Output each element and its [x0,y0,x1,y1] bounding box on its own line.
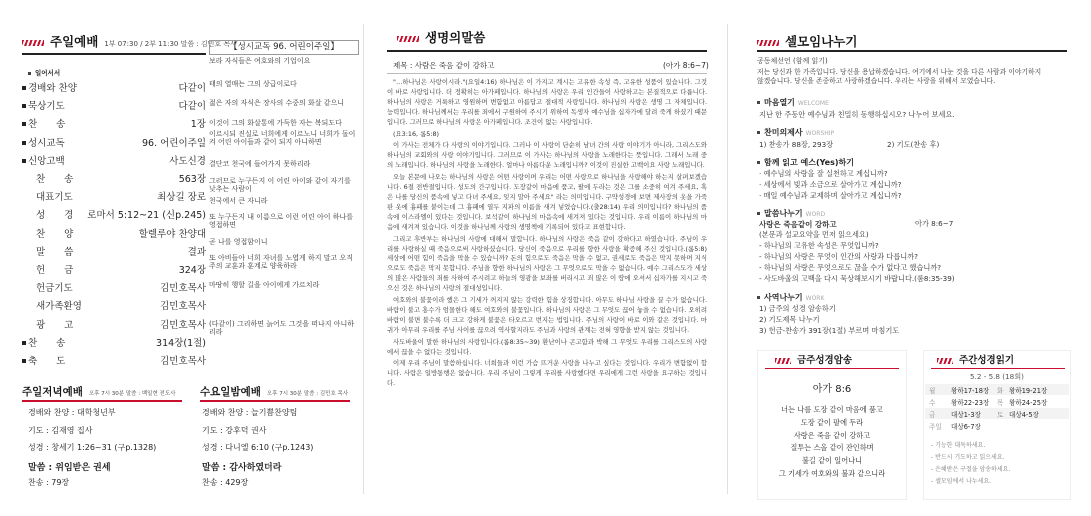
reading-line: 곧 나를 영접함이니 [209,238,268,246]
section-word: 말씀나누기 WORD [757,208,825,219]
reading-line: 젊은 자의 자식은 장사의 수중의 화살 같으니 [209,99,345,107]
order-label: 광 고 [36,319,74,331]
wednesday-detail: 말씀 : 감사하였더라 [202,462,282,473]
reading-day [929,421,981,431]
reading-day [929,385,989,395]
reading-note: - 반드시 기도하고 읽으세요. [931,454,1005,461]
order-row [36,298,206,312]
wednesday-detail: 성경 : 다니엘 6:10 (구p.1243) [202,443,314,452]
reading-day-label: 금 [929,411,936,419]
evening-detail: 말씀 : 위임받은 권세 [28,462,111,473]
order-label: 묵상기도 [28,101,65,113]
section-work: 사역나누기 WORK [757,292,824,303]
evening-service-header: 주일저녁예배 오후 7시 30분 말씀 : 백일현 전도사 [22,386,176,398]
order-label: 축 도 [28,356,66,367]
word-item: - 사도바울의 고백을 다시 묵상해보시기 바랍니다.(롬8:35-39) [759,274,955,283]
order-row [36,317,206,331]
reading-line: 그러므로 누구든지 이 어린 아이와 같이 자기를 낮추는 사람이 [209,177,351,193]
reading-note: - 기능한 대독하세요. [931,442,986,449]
header-stripe-icon [397,36,419,42]
cell-group-rule [757,50,1067,52]
order-value: 사도신경 [169,155,206,167]
reading-day-label: 월 [929,387,936,395]
order-row [28,353,206,367]
reading-note: - 셀모임에서 나누세요. [931,478,992,485]
order-row [36,207,206,221]
order-row [36,280,206,294]
worship-item: 2) 기도(찬송 후) [887,140,940,149]
weekly-reading-rule [931,368,1065,369]
weekly-reading-header: 주간성경읽기 [937,352,1014,366]
order-row [28,153,206,167]
community-declaration-title: 공동체선언 (함께 읽기) [757,57,828,65]
read-item: · 세상에서 빛과 소금으로 살아가고 계십니까? [759,180,902,189]
order-row [28,98,206,112]
sermon-title-rule [387,73,707,74]
reading-day-passage: 대상4-5장 [1009,411,1039,419]
wednesday-rule [200,400,350,402]
order-label: 성 경 [36,210,74,222]
reading-day [929,409,981,419]
header-rule [22,53,206,55]
welcome-item: 지난 한 주동안 예수님과 친밀히 동행하십시오? 나누어 보세요. [759,110,955,119]
sunday-service-header: 주일예배 1부 07:30 / 2부 11:30 말씀 : 김민호 목사 [22,32,237,50]
order-value: 김민호목사 [160,301,206,313]
memory-verse-line: 너는 나를 도장 같이 마음에 품고 [781,405,883,414]
reading-day-passage: 대상6-7장 [951,423,981,431]
evening-detail: 경배와 찬양 : 대학청년부 [28,408,116,417]
reading-line: 보라 자식들은 여호와의 기업이요 [209,57,311,65]
reading-day-label: 토 [997,411,1004,419]
work-item: 3) 헌금-찬송가 391장(1절) 부르며 마침기도 [759,326,900,335]
memory-verse-line: 불길 같이 일어나니 [801,456,863,466]
sermon-paragraph: 오늘 본문에 나오는 하나님의 사랑은 어떤 사랑이며 우리는 어떤 사랑으로 하나님을 사랑해야 하는지 살펴보겠습니다. 6절 전반절입니다. 성도의 간구입니다. 도장같이 마음에 품고, 팔에 두라는 것은 그를 소중히 여겨 주세요, 혹은 나를 당신의 품속에 넣고 다녀 주세요, 잊지 말아 주세요" 라는 의미입니다. 구약성경에 보면 제사장의 옷을 가죽판 옷에 흉패를 붙이는데 그 흉패에 열두 지파의 이름을 새겨 넣었습니다.(출28:14) 우리 의미입니다? 하나님의 품속에 이스라엘이 있다는 것입니다. 보석같이 하나님의 마음속에 새겨져 있다는 것입니다. 우리 이름이 하나님의 마음에 새겨져 있습니다. 이것을 하나님께 사랑의 생명책에 기록되어 있다고 표현합니다. [387,173,707,231]
memory-verse-line: 그 기세가 여호와의 불과 같으니라 [778,469,886,478]
order-value: 할렐루야 찬양대 [138,228,206,240]
order-value: 결과 [187,246,206,258]
memory-verse-line: 사랑은 죽음 같이 강하고 [793,430,871,440]
reading-day-passage: 왕하19-21장 [1009,387,1048,395]
reading-day-label: 화 [997,387,1004,395]
sermon-rule [387,50,707,52]
order-value: 96. 어린이주일 [141,137,206,149]
memory-verse-reference: 아가 8:6 [812,384,852,395]
memory-verse-header: 금주성경암송 [775,352,852,366]
order-row [28,116,206,130]
evening-detail: 성경 : 창세기 1:26~31 (구p.1328) [28,443,157,452]
reading-day [997,409,1039,419]
reading-line: (다같이) 그리하면 늙어도 그것을 떠나지 아니하리라 [209,320,355,336]
order-row [36,226,206,240]
sermon-header: 생명의말씀 [397,28,485,46]
memory-verse-line: 도장 같이 팔에 두라 [800,417,864,427]
order-label: 찬 송 [36,174,74,185]
order-label: 헌 금 [36,265,74,276]
reading-line: 마땅히 행할 길을 아이에게 가르치라 [209,281,320,289]
order-bullet-icon [22,104,26,108]
evening-detail: 찬송 : 79장 [28,478,70,487]
order-value: 로마서 5:12~21 (신p.245) [87,210,206,222]
order-row [28,135,206,149]
read-item: · 예수님의 사랑을 잘 실천하고 계십니까? [759,169,888,178]
reading-day-passage: 왕하17-18장 [951,387,990,395]
reading-line: 또 누구든지 내 이름으로 이런 어린 아이 하나를 영접하면 [209,213,354,229]
sermon-title: 제목 : 사람은 죽음 같이 강하고 [393,61,495,70]
order-bullet-icon [22,141,26,145]
evening-detail: 기도 : 김재영 집사 [28,425,93,435]
section-read-yes: 함께 읽고 예스(Yes)하기 [757,157,854,168]
order-bullet-icon [22,122,26,126]
sermon-reference: (아가 8:6~7) [663,61,709,70]
responsive-reading-label: 【성시교독 96. 어린이주일】 [209,40,359,55]
order-value: 다같이 [178,101,206,113]
sermon-body [387,78,707,391]
worship-column [0,0,363,516]
standing-label: 일어서서 [28,68,60,77]
sermon-paragraph: 이제 우리 주님이 말씀하십니다. 너희들과 이런 가슴 뜨거운 사랑을 나누고 싶다는 것입니다. 우리가 변함없이 합니다. 사람은 일방통행은 없습니다. 우리 주님이 그렇게 우리를 사랑했다면 우리에게 그런 사랑을 요구하는 것입니다. [387,359,707,388]
order-row [36,171,206,185]
reading-line: 결단코 천국에 들어가지 못하리라 [209,160,311,168]
cell-group-column [727,0,1091,516]
wednesday-detail: 기도 : 강후덕 권사 [202,425,267,435]
order-value: 314장(1절) [156,337,206,349]
sermon-paragraph: 여호와의 불꽃이라 했은 그 기세가 꺼지지 않는 강력한 힘을 상징합니다. 아무도 하나님 사랑을 끌 수가 없습니다. 바람이 불고 홍수가 엄몰한다 해도 여호와의 불꽃입니다. 하나님의 사랑은 그 무엇도 끊어 놓을 수 없습니다. 오히려 바람이 불면 불수록 더 크고 강하게 불꽃은 타오르고 번지는 법입니다. 주님의 사랑이 바로 이와 같은 것입니다. 마귀가 아무리 우리를 주님 사이를 끊으려 역사할지라도 주님과 사랑의 관계는 전혀 영향을 받지 않는 것입니다. [387,296,707,334]
wednesday-service-header: 수요일밤예배 오후 7시 30분 말씀 : 김민호 목사 [200,386,349,398]
order-value: 1장 [190,119,206,131]
order-label: 성시교독 [28,137,65,149]
order-label: 헌금기도 [36,283,73,295]
order-bullet-icon [22,86,26,90]
order-label: 새가족환영 [36,301,82,313]
order-value: 563장 [178,174,206,185]
wednesday-detail: 찬송 : 429장 [202,478,249,487]
word-subtitle: 사랑은 죽음같이 강하고 [759,220,837,229]
reading-day [997,397,1047,407]
reading-day-passage: 왕하24-25장 [1009,399,1048,407]
order-label: 신앙고백 [28,155,65,167]
reading-line: 이르시되 진실로 너희에게 이르노니 너희가 돌이켜 어린 아이들과 같이 되지 아니하면 [209,130,356,146]
section-welcome: 마음열기 WELCOME [757,97,829,108]
order-row [36,189,206,203]
community-declaration-line: 않겠습니다. 당신을 존중하고 사랑하겠습니다. 우리는 사랑을 위해서 모였습니다. [757,77,996,85]
sermon-column [363,0,727,516]
header-stripe-icon [757,40,779,46]
order-label: 경배와 찬양 [28,83,77,94]
order-row [36,262,206,276]
order-value: 김민호목사 [160,283,206,295]
order-value: 최상길 장로 [157,192,206,204]
order-value: 324장 [178,265,206,276]
order-label: 대표기도 [36,192,73,204]
order-row [28,80,206,94]
worship-item: 1) 찬송가 88장, 293장 [759,140,834,149]
reading-day-label: 목 [997,399,1004,407]
reading-day [997,385,1047,395]
reading-day [929,397,989,407]
reading-day-label: 주일 [929,423,942,431]
memory-verse-rule [765,368,899,369]
sermon-paragraph: 그리고 후반부는 하나님의 사랑에 대해서 말합니다. 하나님의 사랑은 죽음 같이 강하다고 하였습니다. 주님이 우리를 사랑하실 때 죽음으로써 사랑하셨습니다. 당신이 죽음으로 우리를 향한 사랑을 확증해 주신 것입니다.(롬5:8) 세상에 어떤 힘이 죽음을 막을 수 있습니까? 돈의 힘으로도 죽음은 막을 수 없고, 권세로도 죽음은 막지 못하며 지식으로도 죽음은 막지 못합니다. 주님을 향한 하나님의 사랑은 그 무엇으로도 막을 수 없습니다. 예수 그리스도가 세상의 많은 사람들의 죄를 사하여 주시려고 하늘의 영광을 보좌를 버리시고 죄 많은 이 땅에 오셔서 십자가를 지시고 죽으신 것은 하나님의 사랑의 절대성입니다. [387,234,707,293]
order-value: 김민호목사 [160,319,206,331]
sermon-paragraph: (요3:16, 롬5:8) [393,129,440,138]
word-note: (본문과 설교요약을 먼저 읽으세요) [759,230,869,239]
community-declaration-line: 저는 당신과 한 가족입니다. 당신을 용납하겠습니다. 여기에서 나눈 것을 다른 사람과 이야기하지 [757,68,1042,76]
word-item: - 하나님의 고유한 속성은 무엇입니까? [759,241,879,250]
cell-group-header: 셀모임나누기 [757,32,857,50]
reading-line: 이것이 그의 화살통에 가득한 자는 복되도다 [209,119,342,127]
memory-verse-line: 질투는 스올 같이 잔인하며 [790,443,874,453]
work-item: 1) 금주의 성경 암송하기 [759,304,836,313]
order-bullet-icon [22,359,26,363]
order-label: 찬 양 [36,228,74,240]
reading-line: 태의 열매는 그의 상급이로다 [209,80,297,88]
wednesday-detail: 경배와 찬양 : 늘기쁨찬양팀 [202,408,298,417]
sermon-paragraph: 사도바울이 말한 하나님의 사랑입니다.(롬8:35~39) 환난이나 곤고함과 박해 그 무엇도 우리를 그리스도의 사랑에서 끊을 수 없다는 것입니다. [387,337,707,356]
order-label: 찬 송 [28,337,66,349]
order-row [28,335,206,349]
reading-day-label: 수 [929,399,936,407]
order-label: 말 씀 [36,246,74,258]
weekly-reading-dates: 5.2 - 5.8 (18회) [969,372,1024,381]
reading-day-passage: 왕하22-23장 [951,399,990,407]
word-item: - 하나님의 사랑은 무엇이 인간의 사랑과 다릅니까? [759,252,918,261]
word-item: - 하나님의 사랑은 무엇으로도 끊을 수가 없다고 했습니까? [759,263,942,272]
reading-day-passage: 대상1-3장 [951,411,981,419]
order-row [36,244,206,258]
order-value: 김민호목사 [160,356,206,367]
order-value: 다같이 [178,83,206,94]
read-item: · 매일 예수님과 교제하며 살아가고 계십니까? [759,191,902,200]
section-worship: 찬미의제사 WORSHIP [757,127,834,138]
word-reference: 아가 8:6~7 [915,219,954,228]
reading-line: 천국에서 큰 자니라 [209,197,268,205]
work-item: 2) 기도제목 나누기 [759,315,820,324]
header-stripe-icon [22,40,44,46]
reading-line: 또 아비들아 너희 자녀를 노엽게 하지 말고 오직 주의 교훈과 훈계로 양육하라 [209,254,354,270]
order-bullet-icon [22,159,26,163]
order-bullet-icon [22,341,26,345]
sermon-paragraph: 이 가사는 전체가 다 사랑의 이야기입니다. 그러나 이 사랑이 단순히 남녀 간의 사랑 이야기가 아니라, 그리스도와 하나님의 교회와의 사랑 이야기입니다. 그러므로 이 가사는 하나님의 사랑을 노래한다는 뜻입니다. 그래서 노래 중의 노래입니다. 하나님의 사랑을 노래한다. 얼마나 아름다운 노래입니까? 이것이 진실한 고백이요 사랑 노래입니다. [387,141,707,170]
reading-note: - 은혜받은 구절을 암송하세요. [931,466,1011,473]
evening-rule [22,400,182,402]
order-label: 찬 송 [28,119,66,131]
sermon-paragraph: "…하나님은 사랑이시라."(요일4:16) 하나님은 이 가지고 계시는 고유한 속성 즉, 고유한 성품이 있습니다. 그것이 바로 사랑입니다. 더 정확히는 아가페입니다. 하나님의 사랑은 우리 인간들이 사랑하고는 본질적으로 다릅니다. 하나님의 사랑은 거룩하고 영원하며 변함없고 아름답고 절대적 사랑입니다. 하나님의 사랑은 생명 그 자체입니다. 능력입니다. 하나님께서는 우리를 죄에서 구원하여 주시기 위하여 독생자 예수님을 십자가에 달려 죽게 하셨기 때문입니다. 그러므로 하나님의 사랑은 아가페입니다. 조건이 없는 사랑입니다. [387,78,707,126]
